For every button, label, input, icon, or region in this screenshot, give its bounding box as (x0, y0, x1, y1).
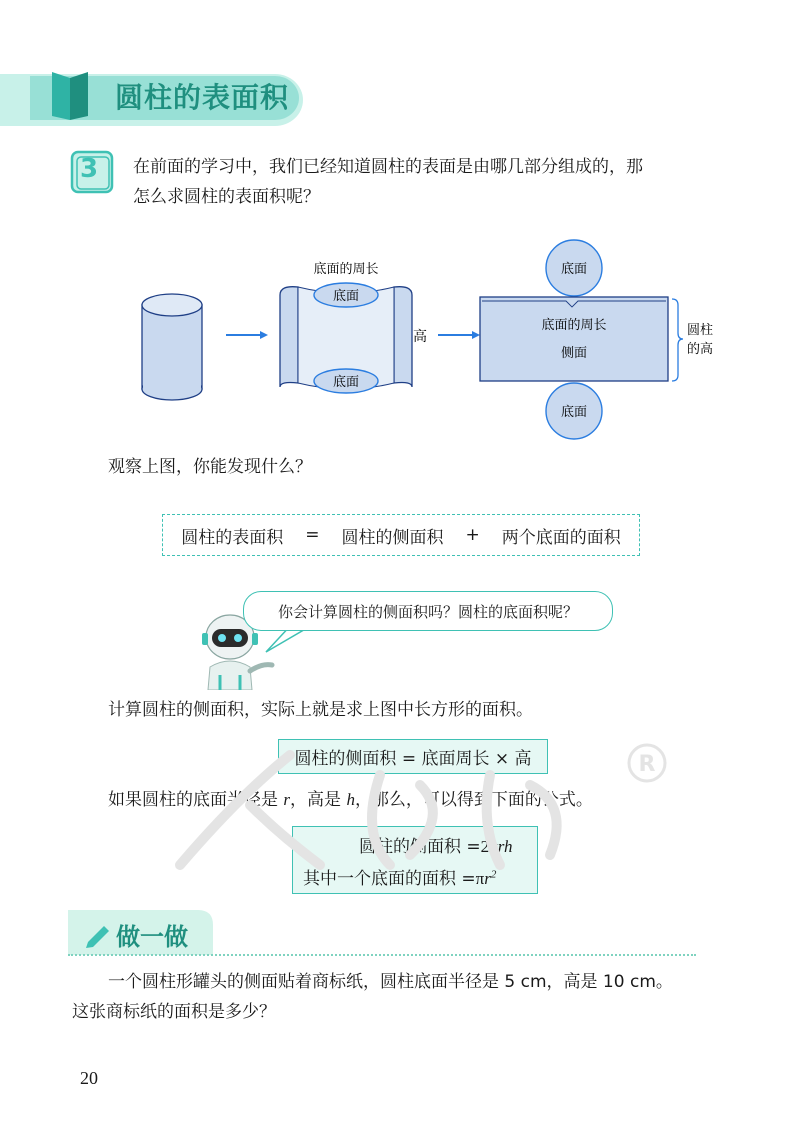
book-icon (52, 72, 88, 120)
question-text (133, 152, 733, 212)
base-expr-exponent: 2 (490, 868, 497, 881)
label-net-base-bottom: 底面 (560, 405, 588, 420)
lateral-expr-rh: rh (497, 837, 513, 856)
arrow-right-icon (226, 331, 268, 339)
publisher-watermark (150, 735, 670, 885)
formula-term-lateral: 圆柱的侧面积 (341, 527, 444, 548)
radius-text-2: ，高是 (290, 790, 347, 810)
label-base-perimeter: 底面的周长 (313, 262, 379, 277)
label-net-base-top: 底面 (560, 262, 588, 277)
divider (68, 954, 696, 956)
var-h: h (346, 790, 355, 809)
question-line-1: 在前面的学习中，我们已经知道圆柱的表面是由哪几部分组成的，那 (133, 157, 643, 177)
var-r: r (283, 790, 291, 809)
exercise-line-2: 这张商标纸的面积是多少？ (72, 1002, 276, 1022)
label-cyl-height-2: 的高 (686, 342, 714, 357)
radius-text-3: ，那么，可以得到下面的公式。 (354, 790, 593, 810)
base-expr-pi: π (475, 869, 485, 888)
robot-speech-bubble: 你会计算圆柱的侧面积吗？圆柱的底面积呢？ (243, 591, 613, 631)
page-number: 20 (80, 1068, 98, 1088)
exercise-line-1: 一个圆柱形罐头的侧面贴着商标纸，圆柱底面半径是 5 cm，高是 10 cm。 (108, 972, 673, 992)
observe-text: 观察上图，你能发现什么？ (108, 457, 312, 477)
formula-term-bases: 两个底面的面积 (501, 527, 621, 548)
formula-plus: + (465, 525, 480, 545)
example-number: 3 (80, 154, 99, 184)
cylinder-unfold-diagram (130, 235, 730, 445)
cylinder (142, 294, 202, 400)
lateral-label: 圆柱的侧面积 = (359, 837, 481, 857)
surface-area-formula (162, 514, 640, 556)
label-cyl-height-1: 圆柱 (686, 323, 714, 338)
label-height: 高 (413, 329, 427, 345)
formula-lhs: 圆柱的表面积 (181, 527, 284, 548)
label-base-top: 底面 (332, 289, 360, 304)
base-expr-r: r (484, 869, 491, 888)
lateral-intro: 计算圆柱的侧面积，实际上就是求上图中长方形的面积。 (108, 700, 533, 720)
cylinder-net (480, 240, 713, 439)
formula-equals: = (305, 525, 320, 545)
lateral-expr-2pi: 2π (480, 837, 498, 856)
section-title: 圆柱的表面积 (115, 81, 290, 114)
radius-text-1: 如果圆柱的底面半径是 (108, 790, 284, 810)
base-label: 其中一个底面的面积 = (303, 869, 476, 889)
label-rect-perimeter: 底面的周长 (541, 318, 607, 333)
arrow-right-icon (438, 331, 480, 339)
lateral-area-formula: 圆柱的侧面积 = 底面周长 × 高 (278, 739, 548, 774)
unrolling-cylinder (280, 261, 427, 393)
do-it-title: 做一做 (116, 923, 188, 951)
label-base-bottom: 底面 (332, 375, 360, 390)
question-line-2: 怎么求圆柱的表面积呢？ (133, 187, 320, 207)
svg-text:R: R (638, 752, 656, 777)
label-lateral: 侧面 (560, 346, 588, 361)
